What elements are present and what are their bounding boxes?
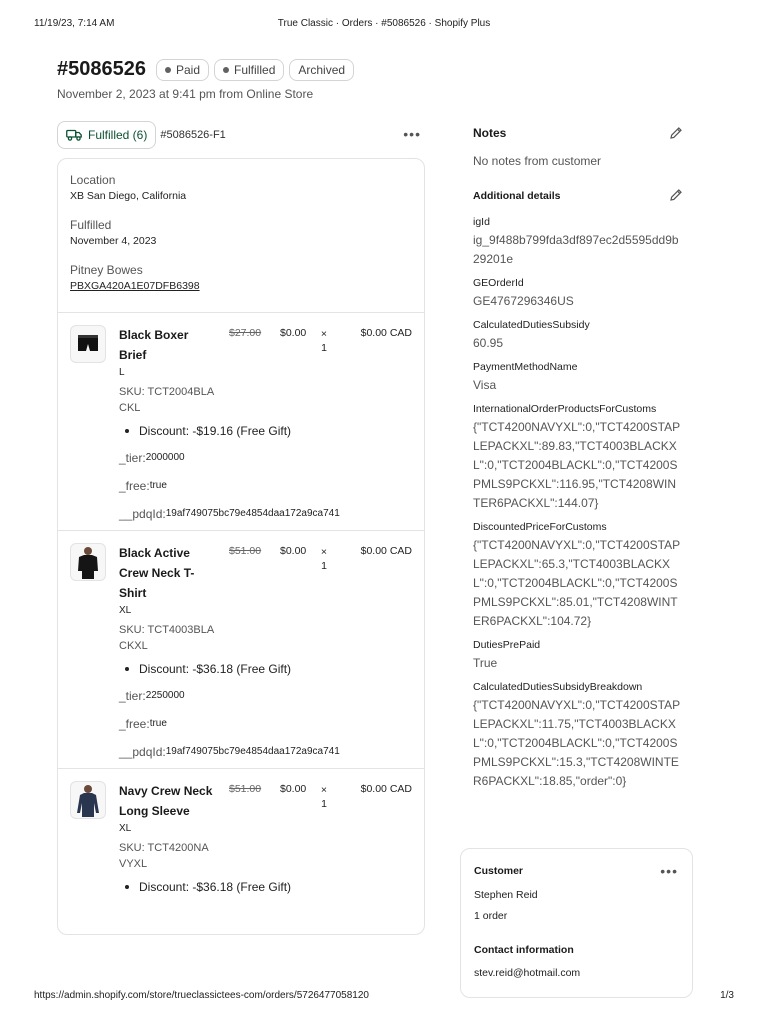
order-number: #5086526 — [57, 58, 146, 80]
contact-information-title: Contact information — [474, 944, 574, 956]
line-item-details — [119, 325, 215, 416]
more-horizontal-icon[interactable]: ••• — [403, 126, 421, 142]
detail-value: Visa — [473, 378, 497, 392]
location-label: Location — [70, 173, 116, 187]
long-sleeve-model-icon — [75, 783, 101, 817]
print-header — [34, 18, 734, 32]
tracking-number-link[interactable]: PBXGA420A1E07DFB6398 — [70, 280, 200, 292]
customer-card — [460, 848, 693, 998]
detail-key: InternationalOrderProductsForCustoms — [473, 403, 657, 415]
line-item-details — [119, 543, 215, 654]
product-variant: L — [119, 367, 125, 378]
tshirt-model-icon — [75, 545, 101, 579]
bullet-icon — [125, 885, 129, 889]
fulfillment-info — [58, 159, 424, 312]
truck-icon — [66, 129, 82, 141]
line-item — [58, 530, 424, 768]
quantity — [319, 327, 329, 355]
property-key: __pdqId: — [119, 745, 166, 759]
detail-value: ig_9f488b799fda3df897ec2d5595dd9b29201e — [473, 233, 679, 266]
property-pdqid — [119, 506, 412, 522]
quantity — [319, 783, 329, 811]
status-dot-icon — [165, 67, 171, 73]
original-price: $27.00 — [229, 327, 262, 339]
order-title-row — [57, 58, 354, 81]
additional-details-list — [473, 216, 683, 791]
product-sku: SKU: TCT4003BLACKXL — [119, 624, 215, 652]
product-variant: XL — [119, 823, 132, 834]
fulfilled-badge — [57, 121, 156, 149]
detail-item — [473, 521, 683, 631]
unit-price: $0.00 — [280, 327, 307, 339]
bullet-icon — [125, 429, 129, 433]
product-sku: SKU: TCT4200NAVYXL — [119, 842, 209, 870]
customer-title: Customer — [474, 865, 524, 877]
boxer-brief-icon — [76, 333, 100, 355]
detail-item — [473, 681, 683, 791]
order-subtitle: November 2, 2023 at 9:41 pm from Online Store — [57, 87, 314, 101]
detail-item — [473, 361, 683, 395]
status-badge-label: Archived — [298, 62, 346, 77]
detail-item — [473, 403, 683, 513]
unit-price: $0.00 — [280, 545, 307, 557]
detail-key: DutiesPrePaid — [473, 639, 541, 651]
discount-text: Discount: -$36.18 (Free Gift) — [139, 662, 292, 676]
product-sku: SKU: TCT2004BLACKL — [119, 386, 215, 414]
notes-text: No notes from customer — [473, 154, 602, 168]
detail-value: True — [473, 656, 498, 670]
property-value: 19af749075bc79e4854daa172a9ca741 — [165, 508, 340, 519]
property-value: true — [149, 718, 167, 729]
fulfilled-label: Fulfilled — [70, 218, 112, 232]
customer-orders-link[interactable]: 1 order — [474, 910, 508, 922]
print-datetime: 11/19/23, 7:14 AM — [34, 18, 115, 29]
property-key: _tier: — [119, 689, 146, 703]
detail-item — [473, 639, 683, 673]
detail-key: CalculatedDutiesSubsidyBreakdown — [473, 681, 643, 693]
detail-key: CalculatedDutiesSubsidy — [473, 319, 590, 331]
print-page-number: 1/3 — [720, 990, 734, 1001]
order-header — [57, 58, 354, 101]
discount-text: Discount: -$19.16 (Free Gift) — [139, 424, 292, 438]
fulfillment-header — [57, 120, 425, 150]
detail-value: {"TCT4200NAVYXL":0,"TCT4200STAPLEPACKXL":11.75,"TCT4003BLACKXL":0,"TCT2004BLACKL":0,"TCT4200SPMLS9PCKXL":15.3,"TCT4208WINTER6PACKXL":18.85,"order":0} — [473, 698, 681, 788]
detail-value: {"TCT4200NAVYXL":0,"TCT4200STAPLEPACKXL":89.83,"TCT4003BLACKXL":0,"TCT2004BLACKL":0,"TCT4200SPMLS9PCKXL":116.95,"TCT4208WINTER6PACKXL":144.07} — [473, 420, 681, 510]
detail-key: PaymentMethodName — [473, 361, 578, 373]
product-name-link[interactable]: Black Boxer Brief — [119, 328, 189, 362]
discount-text: Discount: -$36.18 (Free Gift) — [139, 880, 292, 894]
property-free — [119, 478, 412, 494]
property-value: 19af749075bc79e4854daa172a9ca741 — [165, 746, 340, 757]
carrier-name: Pitney Bowes — [70, 263, 143, 277]
property-tier — [119, 688, 412, 704]
quantity-x: × — [320, 784, 328, 796]
customer-email[interactable]: stev.reid@hotmail.com — [474, 967, 581, 979]
property-key: _free: — [119, 479, 150, 493]
product-variant: XL — [119, 605, 132, 616]
detail-key: igId — [473, 216, 490, 228]
status-badge-fulfilled — [214, 59, 284, 81]
print-footer — [34, 990, 734, 1004]
product-name-link[interactable]: Navy Crew Neck Long Sleeve — [119, 784, 213, 818]
pencil-icon[interactable] — [669, 188, 683, 202]
customer-name-link[interactable]: Stephen Reid — [474, 889, 538, 901]
unit-price: $0.00 — [280, 783, 307, 795]
notes-section-title — [473, 126, 683, 140]
notes-title: Notes — [473, 126, 507, 140]
property-value: 2250000 — [145, 690, 185, 701]
quantity-x: × — [320, 546, 328, 558]
property-key: _free: — [119, 717, 150, 731]
original-price: $51.00 — [229, 545, 262, 557]
fulfillment-section — [57, 120, 425, 935]
detail-key: DiscountedPriceForCustoms — [473, 521, 607, 533]
property-pdqid — [119, 744, 412, 760]
pencil-icon[interactable] — [669, 126, 683, 140]
location-value: XB San Diego, California — [70, 190, 187, 202]
detail-item — [473, 277, 683, 311]
status-badge-label: Fulfilled — [234, 62, 276, 77]
print-title: True Classic · Orders · #5086526 · Shopify Plus — [277, 18, 491, 29]
line-item — [58, 768, 424, 934]
more-horizontal-icon[interactable]: ••• — [660, 863, 678, 879]
additional-details-header — [473, 190, 683, 202]
product-thumbnail[interactable] — [70, 543, 106, 581]
product-thumbnail[interactable] — [70, 325, 106, 363]
detail-value: 60.95 — [473, 336, 504, 350]
property-free — [119, 716, 412, 732]
property-key: _tier: — [119, 451, 146, 465]
detail-value: GE4767296346US — [473, 294, 574, 308]
quantity — [319, 545, 329, 573]
status-badge-archived — [289, 59, 354, 81]
fulfilled-badge-label: Fulfilled (6) — [88, 128, 148, 142]
property-key: __pdqId: — [119, 507, 166, 521]
discount-row — [119, 424, 412, 438]
detail-item — [473, 216, 683, 269]
bullet-icon — [125, 667, 129, 671]
detail-key: GEOrderId — [473, 277, 524, 289]
product-name-link[interactable]: Black Active Crew Neck T-Shirt — [119, 546, 195, 600]
quantity-x: × — [320, 328, 328, 340]
status-dot-icon — [223, 67, 229, 73]
property-value: true — [149, 480, 167, 491]
quantity-value: 1 — [321, 798, 327, 810]
line-item-details — [119, 781, 215, 872]
property-value: 2000000 — [145, 452, 185, 463]
line-item — [58, 312, 424, 530]
additional-details-title: Additional details — [473, 190, 561, 202]
line-total: $0.00 CAD — [360, 545, 412, 557]
original-price: $51.00 — [229, 783, 262, 795]
sidebar — [473, 120, 683, 791]
product-thumbnail[interactable] — [70, 781, 106, 819]
status-badge-label: Paid — [175, 62, 201, 77]
fulfilled-date: November 4, 2023 — [70, 235, 157, 247]
line-total: $0.00 CAD — [360, 783, 412, 795]
property-tier — [119, 450, 412, 466]
quantity-value: 1 — [321, 560, 327, 572]
discount-row — [119, 880, 412, 894]
status-badge-paid — [156, 59, 209, 81]
detail-value: {"TCT4200NAVYXL":0,"TCT4200STAPLEPACKXL":65.3,"TCT4003BLACKXL":0,"TCT2004BLACKL":0,"TCT4200SPMLS9PCKXL":85.01,"TCT4208WINTER6PACKXL":104.72} — [473, 538, 681, 628]
discount-row — [119, 662, 412, 676]
detail-item — [473, 319, 683, 353]
line-total: $0.00 CAD — [360, 327, 412, 339]
quantity-value: 1 — [321, 342, 327, 354]
fulfillment-card — [57, 158, 425, 935]
print-url: https://admin.shopify.com/store/trueclassictees-com/orders/5726477058120 — [34, 990, 369, 1001]
fulfillment-id: #5086526-F1 — [160, 129, 226, 141]
